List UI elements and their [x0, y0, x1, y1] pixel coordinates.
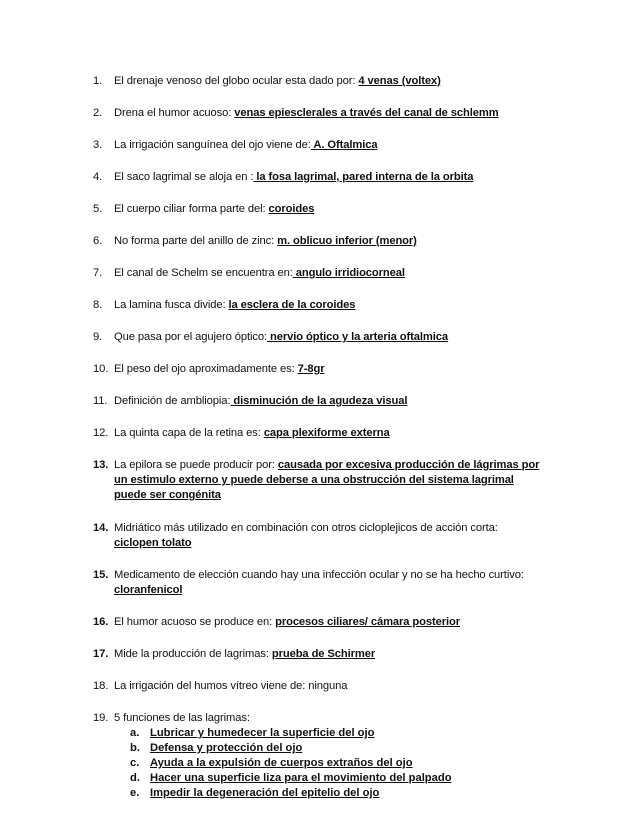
- answer-text: nervio óptico y la arteria oftalmica: [267, 331, 448, 343]
- answer-text: disminución de la agudeza visual: [230, 395, 408, 407]
- question-text: Drena el humor acuoso:: [114, 107, 235, 119]
- answer-text: la fosa lagrimal, pared interna de la orbita: [253, 171, 474, 183]
- list-item: [130, 786, 550, 801]
- list-item-text: Impedir la degeneración del epitelio del ojo: [150, 787, 380, 799]
- question-text: Definición de ambliopia:: [114, 395, 231, 407]
- question-19: [93, 711, 573, 726]
- question-14: [93, 521, 573, 551]
- question-text: El humor acuoso se produce en:: [114, 616, 276, 628]
- question-number: 12.: [93, 427, 109, 439]
- question-15: [93, 568, 573, 598]
- question-number: 15.: [93, 569, 109, 581]
- question-text: Midriático más utilizado en combinación con otros cicloplejicos de acción corta:: [114, 522, 498, 534]
- question-number: 17.: [93, 648, 109, 660]
- answer-text: capa plexiforme externa: [263, 427, 390, 439]
- answer-text: 7-8gr: [297, 363, 325, 375]
- question-17: [93, 647, 573, 662]
- answer-text: coroides: [268, 203, 315, 215]
- question-text: El saco lagrimal se aloja en :: [114, 171, 254, 183]
- question-text: No forma parte del anillo de zinc:: [114, 235, 278, 247]
- list-letter: c.: [130, 757, 140, 769]
- question-number: 8.: [93, 299, 103, 311]
- question-7: [93, 266, 573, 281]
- answer-text: causada por excesiva producción de lágrimas por: [277, 459, 540, 471]
- question-2: [93, 106, 573, 121]
- answer-text: 4 venas (voltex): [358, 75, 441, 87]
- list-item: [130, 741, 550, 756]
- question-9: [93, 330, 573, 345]
- question-5: [93, 202, 573, 217]
- answer-text: angulo irridiocorneal: [292, 267, 405, 279]
- question-text: Medicamento de elección cuando hay una infección ocular y no se ha hecho curtivo:: [114, 569, 524, 581]
- list-letter: d.: [130, 772, 140, 784]
- question-10: [93, 362, 573, 377]
- answer-text: procesos ciliares/ cámara posterior: [275, 616, 461, 628]
- question-number: 10.: [93, 363, 109, 375]
- answer-text: un estimulo externo y puede deberse a una obstrucción del sistema lagrimal: [114, 474, 514, 486]
- question-4: [93, 170, 573, 185]
- list-item: [130, 726, 550, 741]
- list-item-text: Defensa y protección del ojo: [150, 742, 303, 754]
- question-text: Mide la producción de lagrimas:: [114, 648, 272, 660]
- question-number: 1.: [93, 75, 103, 87]
- question-text: La lamina fusca divide:: [114, 299, 229, 311]
- question-text: El drenaje venoso del globo ocular esta dado por:: [114, 75, 359, 87]
- question-11: [93, 394, 573, 409]
- question-number: 14.: [93, 522, 109, 534]
- list-item: [130, 771, 550, 786]
- question-number: 6.: [93, 235, 103, 247]
- list-letter: b.: [130, 742, 140, 754]
- list-item-text: Hacer una superficie liza para el movimiento del palpado: [150, 772, 452, 784]
- question-number: 13.: [93, 459, 109, 471]
- question-number: 16.: [93, 616, 109, 628]
- question-text: El peso del ojo aproximadamente es:: [114, 363, 298, 375]
- answer-text: prueba de Schirmer: [271, 648, 376, 660]
- question-text: La irrigación del humos vítreo viene de: ninguna: [114, 680, 348, 692]
- list-letter: a.: [130, 727, 140, 739]
- answer-text: A. Oftalmica: [310, 139, 378, 151]
- question-text: La irrigación sanguínea del ojo viene de:: [114, 139, 311, 151]
- list-item: [130, 756, 550, 771]
- question-16: [93, 615, 573, 630]
- question-6: [93, 234, 573, 249]
- list-letter: e.: [130, 787, 140, 799]
- question-text: Que pasa por el agujero óptico:: [114, 331, 268, 343]
- question-text: La quinta capa de la retina es:: [114, 427, 264, 439]
- list-item-text: Lubricar y humedecer la superficie del ojo: [150, 727, 375, 739]
- question-number: 2.: [93, 107, 103, 119]
- answer-text: la esclera de la coroides: [228, 299, 356, 311]
- question-number: 18.: [93, 680, 109, 692]
- question-12: [93, 426, 573, 441]
- answer-text: m. oblicuo inferior (menor): [277, 235, 417, 247]
- question-8: [93, 298, 573, 313]
- answer-text: puede ser congénita: [114, 489, 221, 501]
- list-item-text: Ayuda a la expulsión de cuerpos extraños del ojo: [150, 757, 413, 769]
- question-13: [93, 458, 573, 503]
- question-3: [93, 138, 573, 153]
- question-text: La epilora se puede producir por:: [114, 459, 278, 471]
- question-number: 5.: [93, 203, 103, 215]
- question-1: [93, 74, 573, 89]
- question-number: 9.: [93, 331, 103, 343]
- question-text: El cuerpo ciliar forma parte del:: [114, 203, 269, 215]
- answer-text: cloranfenicol: [114, 584, 183, 596]
- question-number: 3.: [93, 139, 103, 151]
- question-number: 11.: [93, 395, 108, 407]
- question-number: 7.: [93, 267, 103, 279]
- question-text: 5 funciones de las lagrimas:: [114, 712, 250, 724]
- question-text: El canal de Schelm se encuentra en:: [114, 267, 293, 279]
- question-18: [93, 679, 573, 694]
- answer-text: ciclopen tolato: [114, 537, 192, 549]
- question-number: 4.: [93, 171, 103, 183]
- answer-text: venas epiesclerales a través del canal de schlemm: [234, 107, 499, 119]
- functions-list: [130, 726, 550, 801]
- question-number: 19.: [93, 712, 109, 724]
